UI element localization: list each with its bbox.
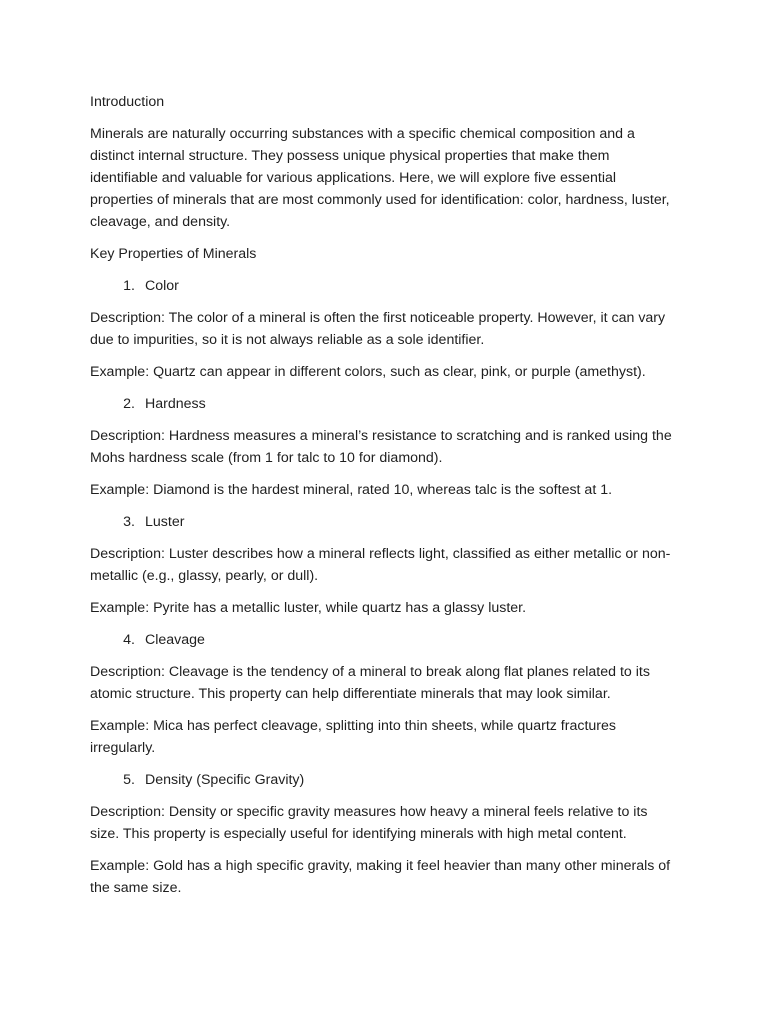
list-number: 4. [123,632,135,648]
key-properties-heading: Key Properties of Minerals [90,246,257,262]
property-description: Description: Luster describes how a mineral reflects light, classified as either metallic or non-metallic (e.g., glassy, pearly, or dull). [90,546,671,584]
property-description: Description: The color of a mineral is often the first noticeable property. However, it can vary due to impurities, so it is not always reliable as a sole identifier. [90,310,666,348]
property-name: Hardness [145,396,206,412]
property-section-density [90,769,680,899]
property-description: Description: Density or specific gravity measures how heavy a mineral feels relative to its size. This property is especially useful for identifying minerals with high metal content. [90,804,648,842]
property-description: Description: Hardness measures a mineral’s resistance to scratching and is ranked using the Mohs hardness scale (from 1 for talc to 10 for diamond). [90,428,672,466]
property-example: Example: Mica has perfect cleavage, splitting into thin sheets, while quartz fractures irregularly. [90,718,616,756]
property-name: Density (Specific Gravity) [145,772,305,788]
property-section-cleavage [90,629,680,759]
property-section-luster [90,511,680,619]
property-name: Color [145,278,179,294]
list-number: 2. [123,396,135,412]
list-item [90,393,680,415]
property-name: Luster [145,514,185,530]
list-item [90,769,680,791]
property-example: Example: Pyrite has a metallic luster, while quartz has a glassy luster. [90,600,527,616]
list-item [90,629,680,651]
list-item [90,275,680,297]
list-number: 5. [123,772,135,788]
property-example: Example: Quartz can appear in different colors, such as clear, pink, or purple (amethyst). [90,364,646,380]
document-page [90,91,680,909]
property-example: Example: Gold has a high specific gravity, making it feel heavier than many other minerals of the same size. [90,858,671,896]
property-section-color [90,275,680,383]
list-number: 3. [123,514,135,530]
property-name: Cleavage [145,632,205,648]
list-item [90,511,680,533]
property-description: Description: Cleavage is the tendency of a mineral to break along flat planes related to its atomic structure. This property can help differentiate minerals that may look similar. [90,664,650,702]
property-section-hardness [90,393,680,501]
intro-heading: Introduction [90,94,165,110]
intro-paragraph: Minerals are naturally occurring substances with a specific chemical composition and a distinct internal structure. They possess unique physical properties that make them identifiable and valuable for various applications. Here, we will explore five essential properties of minerals that are most commonly used for identification: color, hardness, luster, cleavage, and density. [90,126,670,230]
list-number: 1. [123,278,135,294]
property-example: Example: Diamond is the hardest mineral, rated 10, whereas talc is the softest at 1. [90,482,613,498]
